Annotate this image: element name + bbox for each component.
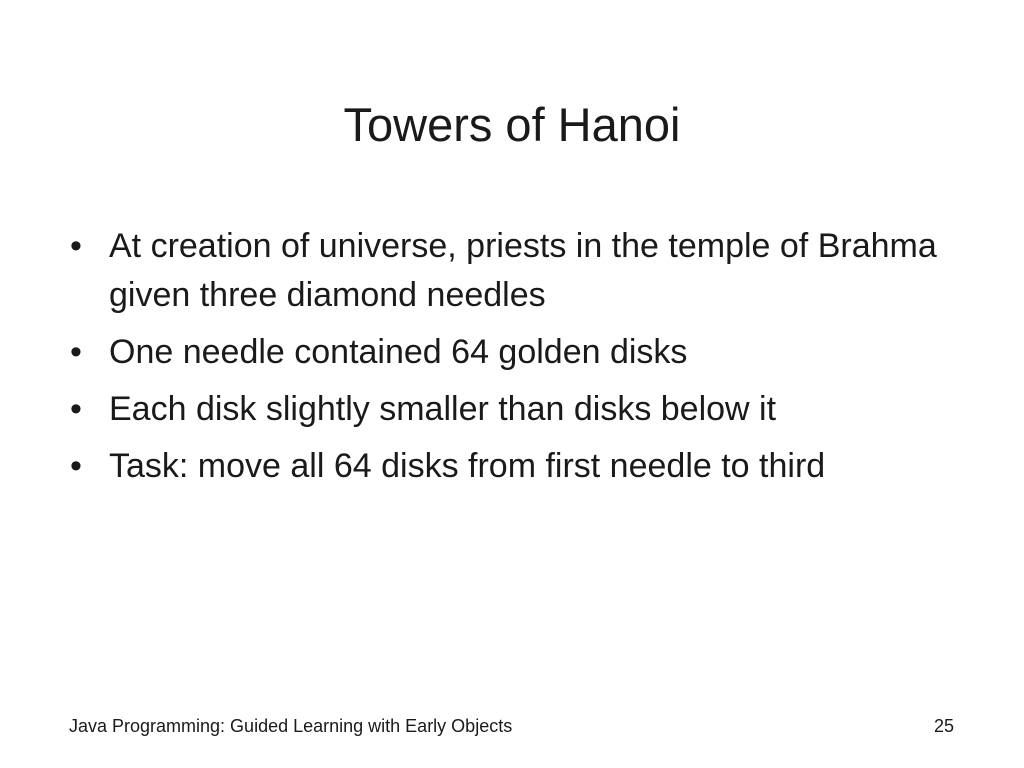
bullet-text: One needle contained 64 golden disks — [109, 333, 688, 371]
bullet-text: Each disk slightly smaller than disks below it — [109, 390, 777, 428]
slide-title: Towers of Hanoi — [343, 98, 681, 151]
footer-page-number: 25 — [933, 716, 954, 736]
bullet-text: At creation of universe, priests in the temple of Brahma given three diamond needles — [109, 227, 937, 314]
bullet-item — [70, 385, 970, 434]
footer-course-title: Java Programming: Guided Learning with Early Objects — [69, 716, 513, 736]
bullet-marker: • — [70, 227, 82, 265]
bullet-item — [70, 222, 970, 320]
bullet-marker: • — [70, 390, 82, 428]
bullet-marker: • — [70, 333, 82, 371]
bullet-list — [70, 222, 970, 499]
bullet-marker: • — [70, 447, 82, 485]
bullet-item — [70, 442, 970, 491]
bullet-text: Task: move all 64 disks from first needle to third — [109, 447, 826, 485]
bullet-item — [70, 328, 970, 377]
